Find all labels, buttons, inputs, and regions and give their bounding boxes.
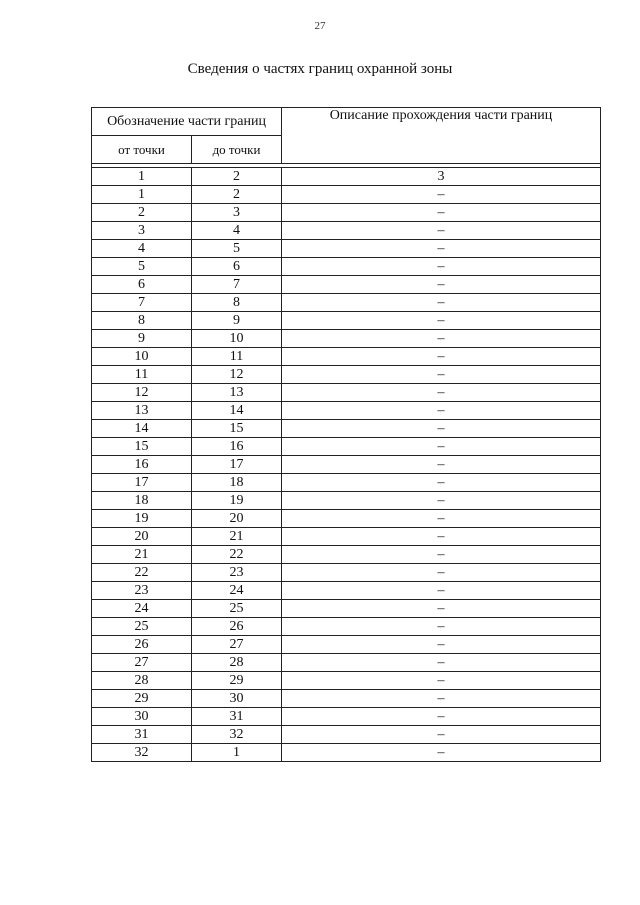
description-cell: – bbox=[282, 330, 601, 348]
to-point-cell: 22 bbox=[192, 546, 282, 564]
to-point-cell: 26 bbox=[192, 618, 282, 636]
description-cell: – bbox=[282, 204, 601, 222]
table-row bbox=[92, 654, 601, 672]
table-row bbox=[92, 222, 601, 240]
table-row bbox=[92, 438, 601, 456]
table-row bbox=[92, 204, 601, 222]
table-row bbox=[92, 492, 601, 510]
description-cell: – bbox=[282, 438, 601, 456]
to-point-cell: 17 bbox=[192, 456, 282, 474]
description-cell: – bbox=[282, 672, 601, 690]
from-point-cell: 4 bbox=[92, 240, 192, 258]
description-cell: – bbox=[282, 348, 601, 366]
to-point-cell: 11 bbox=[192, 348, 282, 366]
description-cell: – bbox=[282, 726, 601, 744]
header-boundary-designation: Обозначение части границ bbox=[92, 108, 282, 136]
boundary-table bbox=[91, 107, 601, 762]
from-point-cell: 21 bbox=[92, 546, 192, 564]
description-cell: – bbox=[282, 402, 601, 420]
from-point-cell: 24 bbox=[92, 600, 192, 618]
column-number-1: 1 bbox=[92, 168, 192, 186]
to-point-cell: 13 bbox=[192, 384, 282, 402]
table-row bbox=[92, 258, 601, 276]
to-point-cell: 19 bbox=[192, 492, 282, 510]
column-number-3: 3 bbox=[282, 168, 601, 186]
header-to-point: до точки bbox=[192, 136, 282, 164]
to-point-cell: 2 bbox=[192, 186, 282, 204]
table-row bbox=[92, 510, 601, 528]
table-row bbox=[92, 600, 601, 618]
from-point-cell: 6 bbox=[92, 276, 192, 294]
table-row bbox=[92, 744, 601, 762]
to-point-cell: 10 bbox=[192, 330, 282, 348]
header-description: Описание прохождения части границ bbox=[282, 108, 601, 164]
to-point-cell: 23 bbox=[192, 564, 282, 582]
from-point-cell: 32 bbox=[92, 744, 192, 762]
from-point-cell: 8 bbox=[92, 312, 192, 330]
table-body bbox=[92, 164, 601, 762]
to-point-cell: 14 bbox=[192, 402, 282, 420]
to-point-cell: 16 bbox=[192, 438, 282, 456]
from-point-cell: 20 bbox=[92, 528, 192, 546]
from-point-cell: 11 bbox=[92, 366, 192, 384]
table-row bbox=[92, 348, 601, 366]
description-cell: – bbox=[282, 384, 601, 402]
to-point-cell: 18 bbox=[192, 474, 282, 492]
table-row bbox=[92, 672, 601, 690]
description-cell: – bbox=[282, 312, 601, 330]
table-row bbox=[92, 582, 601, 600]
to-point-cell: 5 bbox=[192, 240, 282, 258]
description-cell: – bbox=[282, 186, 601, 204]
table-row bbox=[92, 690, 601, 708]
table-row bbox=[92, 474, 601, 492]
from-point-cell: 5 bbox=[92, 258, 192, 276]
description-cell: – bbox=[282, 474, 601, 492]
column-number-row bbox=[92, 168, 601, 186]
description-cell: – bbox=[282, 294, 601, 312]
description-cell: – bbox=[282, 420, 601, 438]
to-point-cell: 30 bbox=[192, 690, 282, 708]
from-point-cell: 10 bbox=[92, 348, 192, 366]
to-point-cell: 27 bbox=[192, 636, 282, 654]
from-point-cell: 12 bbox=[92, 384, 192, 402]
to-point-cell: 32 bbox=[192, 726, 282, 744]
to-point-cell: 31 bbox=[192, 708, 282, 726]
table-row bbox=[92, 312, 601, 330]
table-row bbox=[92, 330, 601, 348]
table-header bbox=[92, 108, 601, 164]
description-cell: – bbox=[282, 492, 601, 510]
table-row bbox=[92, 420, 601, 438]
description-cell: – bbox=[282, 276, 601, 294]
from-point-cell: 28 bbox=[92, 672, 192, 690]
table-row bbox=[92, 528, 601, 546]
description-cell: – bbox=[282, 708, 601, 726]
description-cell: – bbox=[282, 744, 601, 762]
to-point-cell: 9 bbox=[192, 312, 282, 330]
from-point-cell: 9 bbox=[92, 330, 192, 348]
to-point-cell: 28 bbox=[192, 654, 282, 672]
description-cell: – bbox=[282, 618, 601, 636]
header-from-point: от точки bbox=[92, 136, 192, 164]
from-point-cell: 22 bbox=[92, 564, 192, 582]
table-row bbox=[92, 456, 601, 474]
to-point-cell: 29 bbox=[192, 672, 282, 690]
from-point-cell: 29 bbox=[92, 690, 192, 708]
from-point-cell: 2 bbox=[92, 204, 192, 222]
description-cell: – bbox=[282, 690, 601, 708]
table-row bbox=[92, 294, 601, 312]
from-point-cell: 18 bbox=[92, 492, 192, 510]
from-point-cell: 27 bbox=[92, 654, 192, 672]
to-point-cell: 6 bbox=[192, 258, 282, 276]
from-point-cell: 26 bbox=[92, 636, 192, 654]
from-point-cell: 19 bbox=[92, 510, 192, 528]
to-point-cell: 20 bbox=[192, 510, 282, 528]
to-point-cell: 4 bbox=[192, 222, 282, 240]
description-cell: – bbox=[282, 546, 601, 564]
from-point-cell: 31 bbox=[92, 726, 192, 744]
to-point-cell: 8 bbox=[192, 294, 282, 312]
table-row bbox=[92, 636, 601, 654]
to-point-cell: 7 bbox=[192, 276, 282, 294]
from-point-cell: 16 bbox=[92, 456, 192, 474]
description-cell: – bbox=[282, 636, 601, 654]
description-cell: – bbox=[282, 528, 601, 546]
to-point-cell: 15 bbox=[192, 420, 282, 438]
from-point-cell: 25 bbox=[92, 618, 192, 636]
description-cell: – bbox=[282, 582, 601, 600]
table-row bbox=[92, 240, 601, 258]
column-number-2: 2 bbox=[192, 168, 282, 186]
to-point-cell: 25 bbox=[192, 600, 282, 618]
description-cell: – bbox=[282, 222, 601, 240]
from-point-cell: 23 bbox=[92, 582, 192, 600]
table-row bbox=[92, 546, 601, 564]
from-point-cell: 1 bbox=[92, 186, 192, 204]
description-cell: – bbox=[282, 258, 601, 276]
description-cell: – bbox=[282, 456, 601, 474]
table-row bbox=[92, 708, 601, 726]
table-row bbox=[92, 726, 601, 744]
to-point-cell: 21 bbox=[192, 528, 282, 546]
from-point-cell: 7 bbox=[92, 294, 192, 312]
table-row bbox=[92, 564, 601, 582]
table-row bbox=[92, 186, 601, 204]
table-row bbox=[92, 618, 601, 636]
from-point-cell: 14 bbox=[92, 420, 192, 438]
page-title: Сведения о частях границ охранной зоны bbox=[187, 61, 453, 77]
description-cell: – bbox=[282, 510, 601, 528]
from-point-cell: 15 bbox=[92, 438, 192, 456]
table-row bbox=[92, 366, 601, 384]
description-cell: – bbox=[282, 654, 601, 672]
page-number: 27 bbox=[314, 20, 326, 32]
description-cell: – bbox=[282, 366, 601, 384]
table-row bbox=[92, 384, 601, 402]
description-cell: – bbox=[282, 564, 601, 582]
to-point-cell: 24 bbox=[192, 582, 282, 600]
table-row bbox=[92, 276, 601, 294]
from-point-cell: 3 bbox=[92, 222, 192, 240]
description-cell: – bbox=[282, 600, 601, 618]
from-point-cell: 30 bbox=[92, 708, 192, 726]
description-cell: – bbox=[282, 240, 601, 258]
to-point-cell: 12 bbox=[192, 366, 282, 384]
from-point-cell: 13 bbox=[92, 402, 192, 420]
to-point-cell: 3 bbox=[192, 204, 282, 222]
to-point-cell: 1 bbox=[192, 744, 282, 762]
table-row bbox=[92, 402, 601, 420]
from-point-cell: 17 bbox=[92, 474, 192, 492]
